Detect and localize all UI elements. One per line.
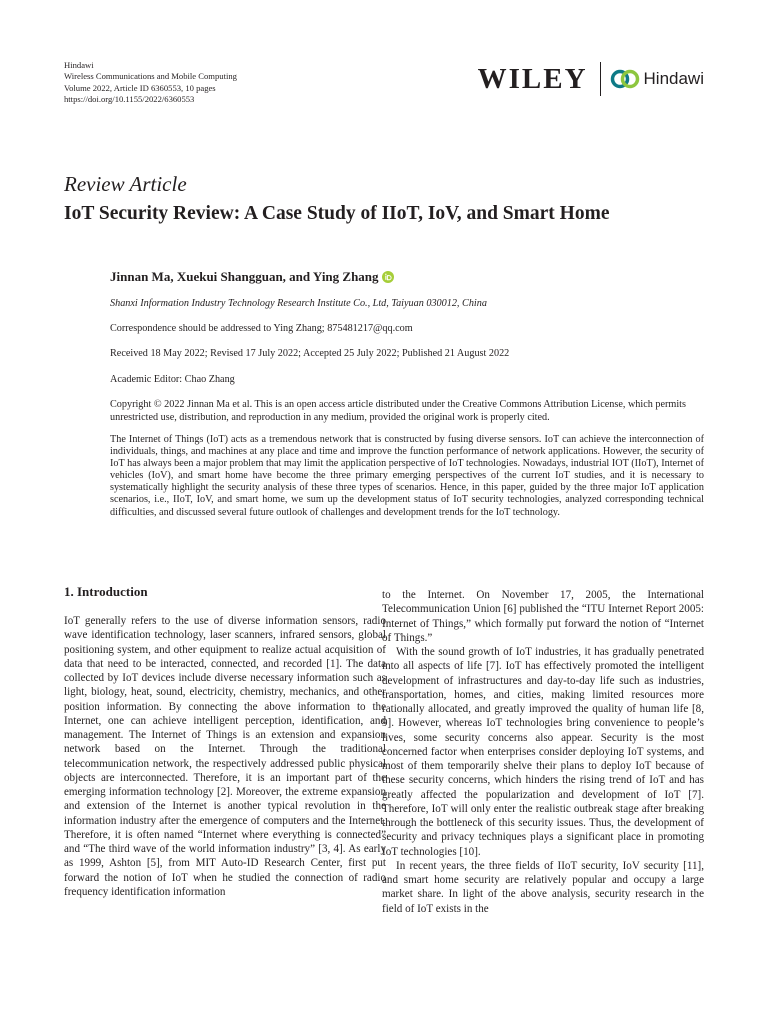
- right-column: [382, 588, 704, 916]
- article-title: IoT Security Review: A Case Study of IIoT, IoV, and Smart Home: [64, 203, 610, 224]
- author-names: Jinnan Ma, Xuekui Shangguan, and Ying Zhang: [110, 269, 379, 284]
- hindawi-wordmark: Hindawi: [643, 69, 704, 88]
- copyright-notice: Copyright © 2022 Jinnan Ma et al. This is an open access article distributed under the Creative Commons Attribution License, which permits unrestricted use, distribution, and reproduction in any medium, provided the original work is properly cited.: [110, 399, 686, 423]
- section-heading: 1. Introduction: [64, 584, 148, 599]
- publisher-brand: [478, 62, 704, 96]
- academic-editor: Academic Editor: Chao Zhang: [110, 374, 235, 385]
- hindawi-rings-icon: [610, 68, 640, 90]
- body-paragraph: In recent years, the three fields of IIoT security, IoV security [11], and smart home security are relatively popular and occupy a large market share. In light of the above analysis, security research in the field of IoT exists in the: [382, 859, 704, 915]
- running-header: [64, 60, 237, 106]
- publisher-name: Hindawi: [64, 60, 94, 70]
- body-paragraph: to the Internet. On November 17, 2005, the International Telecommunication Union [6] published the “ITU Internet Report 2005: Internet of Things,” which formally put forward the notion of “Internet of Things.”: [382, 589, 704, 644]
- left-column: [64, 584, 386, 899]
- article-type: Review Article: [64, 172, 187, 196]
- doi-link[interactable]: https://doi.org/10.1155/2022/6360553: [64, 94, 195, 105]
- correspondence: Correspondence should be addressed to Ying Zhang; 875481217@qq.com: [110, 323, 413, 334]
- wiley-logo: WILEY: [477, 62, 588, 95]
- orcid-icon[interactable]: [382, 271, 394, 283]
- affiliation: Shanxi Information Industry Technology Research Institute Co., Ltd, Taiyuan 030012, China: [110, 298, 487, 309]
- publication-dates: Received 18 May 2022; Revised 17 July 2022; Accepted 25 July 2022; Published 21 August 2022: [110, 348, 510, 359]
- volume-info: Volume 2022, Article ID 6360553, 10 pages: [64, 82, 216, 93]
- body-paragraph: With the sound growth of IoT industries, it has gradually penetrated into all aspects of life [7]. IoT has effectively promoted the intelligent development of infrastructures and day-to-day life such as industries, transportation, homes, and cities, making limited resources more rationally allocated, and greatly improved the quality of human life [8, 9]. However, whereas IoT technologies bring convenience to people’s lives, some security concerns also appear. Security is the most concerned factor when enterprises consider deploying IoT systems, and most of them temporarily shelve their plans to deploy IoT because of these security concerns, which hinders the rising trend of IoT and has greatly affected the popularization and development of IoT [7]. Therefore, IoT will only enter the realistic outbreak stage after breaking through the bottleneck of this security issues. Thus, the development of security and privacy techniques plays a significant place in promoting IoT technologies [10].: [382, 646, 704, 858]
- journal-name: Wireless Communications and Mobile Computing: [64, 71, 237, 82]
- author-list: [110, 269, 394, 285]
- hindawi-logo: [610, 68, 704, 90]
- abstract: The Internet of Things (IoT) acts as a tremendous network that is constructed by fusing diverse sensors. IoT can achieve the interconnection of individuals, things, and machines at any place and time and improve the function performance of network applications. However, the security of IoT has always been a major problem that may limit the application perspective of IoT technologies. Nowadays, industrial IOT (IIoT), Internet of vehicles (IoV), and smart home have become the three primary emerging perspectives of the current IoT studies, and it is necessary to systematically highlight the security analysis of these three types of scenarios. Hence, in this paper, guided by the three major IoT application scenarios, i.e., IIoT, IoV, and smart home, we sum up the development status of IoT security technologies, analyzed corresponding technical difficulties, and discussed several future outlook of challenges and development trends for the IoT technology.: [110, 434, 704, 518]
- body-paragraph: IoT generally refers to the use of diverse information sensors, radio wave identification technology, laser scanners, infrared sensors, global positioning system, and other equipment to realize actual acquisition of data that need to be interacted, connected, and recorded [1]. The data collected by IoT devices include diverse necessary information such as light, biology, heat, sound, electricity, chemistry, mechanics, and other position information. By connecting the above information to the Internet, one can achieve intelligent perception, identification, and management. The Internet of Things is an extension and expansion network based on the Internet. Through the traditional telecommunication network, the respectively addressed public physical objects are interconnected. Therefore, it is an important part of the emerging information technology [2]. Moreover, the extreme expansion and extension of the Internet is another typical revolution in the information industry after the emergence of computers and the Internet. Therefore, it is often named “Internet where everything is connected” and “The third wave of the world information industry” [3, 4]. As early as 1999, Ashton [5], from MIT Auto-ID Research Center, first put forward the notion of IoT when he studied the connection of radio frequency identification information: [64, 615, 386, 898]
- brand-divider: [600, 62, 601, 96]
